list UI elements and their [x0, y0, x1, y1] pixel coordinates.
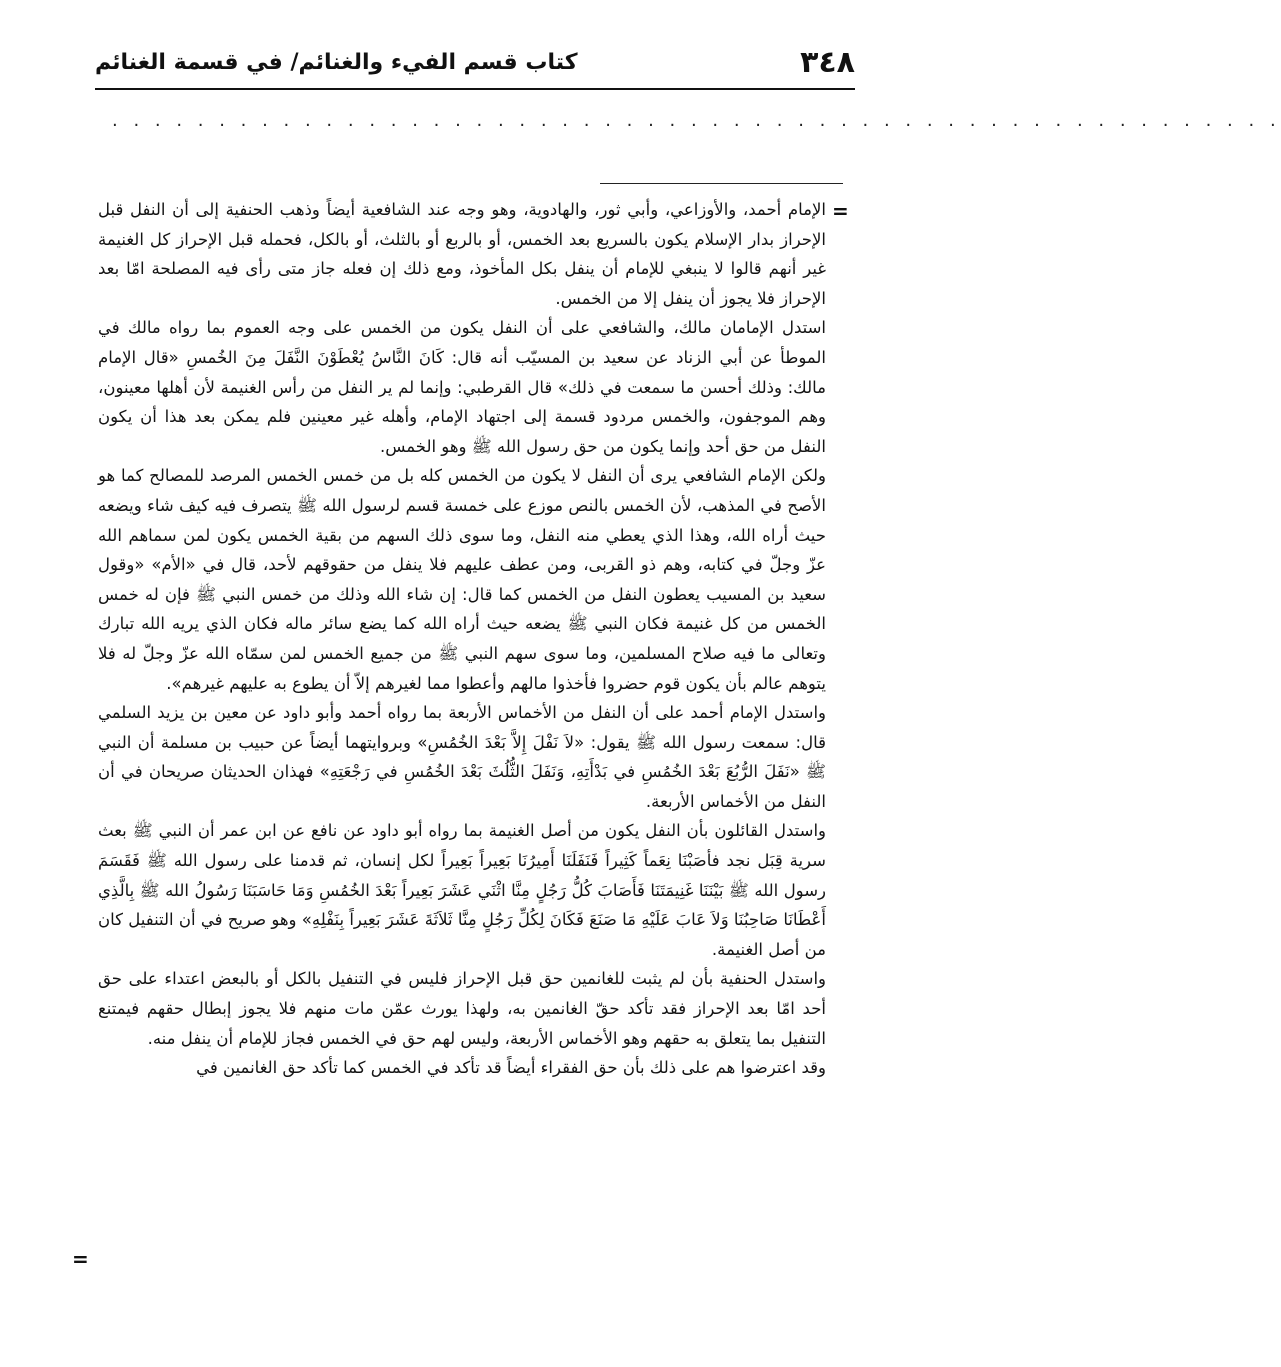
footnote-paragraph-3: ولكن الإمام الشافعي يرى أن النفل لا يكون من الخمس كله بل من خمس الخمس المرصد للمصالح كما هو الأصح في المذهب، لأن الخمس بالنص موزع على خمسة قسم لرسول الله ﷺ يتصرف فيه كيف شاء ويضعه حيث أراه الله، وهذا الذي يعطي منه النفل، وما سوى ذلك السهم من بقية الخمس يكون لمن سماهم الله عزّ وجلّ في كتابه، وهم ذو القربى، ومن عطف عليهم فلا ينفل من حقوقهم لأحد، قال في «الأم» «وقول سعيد بن المسيب يعطون النفل من الخمس كما قال: إن شاء الله وذلك من خمس النبي ﷺ فإن له خمس الخمس من كل غنيمة فكان النبي ﷺ يضعه حيث أراه الله كما يضع سائر ماله فكان الذي يريه الله تبارك وتعالى ما فيه صلاح المسلمين، وما سوى سهم النبي ﷺ من جميع الخمس لمن سمّاه الله عزّ وجلّ له فلا يتوهم عالم بأن يكون قوم حضروا فأخذوا مالهم وأعطوا مما لغيرهم إلاّ أن يطوع به عليهم غيرهم».	[98, 466, 826, 693]
footnote-continuation-mark-start: =	[832, 199, 849, 223]
footnote-paragraph-2: استدل الإمامان مالك، والشافعي على أن النفل يكون من الخمس على وجه العموم بما رواه مالك في الموطأ عن أبي الزناد عن سعيد بن المسيّب أنه قال: كَانَ النَّاسُ يُعْطَوْنَ النَّفَلَ مِنَ الخُمسِ «قال الإمام مالك: وذلك أحسن ما سمعت في ذلك» قال القرطبي: وإنما لم ير النفل من رأس الغنيمة لأن أهلها معينون، وهم الموجفون، والخمس مردود قسمة إلى اجتهاد الإمام، وأهله غير معينين فلم يمكن بعد هذا أن يكون النفل من حق أحد وإنما يكون من حق رسول الله ﷺ وهو الخمس.	[98, 318, 826, 456]
dotted-separator: . . . . . . . . . . . . . . . . . . . . . . . . . . . . . . . . . . . . . . . . . . . . . . . . . . . . . . .	[112, 110, 1281, 131]
footnote-text	[98, 195, 826, 1083]
footnote-paragraph-5: واستدل القائلون بأن النفل يكون من أصل الغنيمة بما رواه أبو داود عن نافع عن ابن عمر أن النبي ﷺ بعث سرية قِبَل نجد فأصَبْنَا نِعَماً كَثِيراً فَنَفَلَنَا أَمِيرُنَا بَعِيراً بَعِيراً لكل إنسان، ثم قدمنا على رسول الله ﷺ فَقَسَمَ رسول الله ﷺ بَيْنَنَا غَنِيمَتَنَا فَأَصَابَ كُلُّ رَجُلٍ مِنَّا اثْنَي عَشَرَ بَعِيراً بَعْدَ الخُمُسِ وَمَا حَاسَبَنَا رَسُولُ الله ﷺ بِالَّذِي أَعْطَانَا صَاحِبُنَا وَلاَ عَابَ عَلَيْهِ مَا صَنَعَ فَكَانَ لِكُلِّ رَجُلٍ مِنَّا ثَلاَثَةَ عَشَرَ بَعِيراً بِنَفْلِهِ» وهو صريح في أن التنفيل كان من أصل الغنيمة.	[98, 821, 826, 959]
footnote-paragraph-6: واستدل الحنفية بأن لم يثبت للغانمين حق قبل الإحراز فليس في التنفيل بالكل أو بالبعض اعتداء على حق أحد امّا بعد الإحراز فقد تأكد حقّ الغانمين به، ولهذا يورث عمّن مات منهم فلا يجوز إبطال حقهم فيمتنع التنفيل بما يتعلق به حقهم وهو الأخماس الأربعة، وليس لهم حق في الخمس فجاز للإمام أن ينفل منه.	[98, 969, 826, 1048]
running-header	[95, 40, 855, 84]
footnote-paragraph-4: واستدل الإمام أحمد على أن النفل من الأخماس الأربعة بما رواه أحمد وأبو داود عن معين بن يزيد السلمي قال: سمعت رسول الله ﷺ يقول: «لاَ نَفْلَ إِلاَّ بَعْدَ الخُمُسِ» وبروايتهما أيضاً عن حبيب بن مسلمة أن النبي ﷺ «نَفَلَ الرُّبُعَ بَعْدَ الخُمُسِ في بَدْأَتِهِ، وَنَفَلَ الثُّلُثَ بَعْدَ الخُمُسِ في رَجْعَتِهِ» فهذان الحديثان صريحان في أن النفل من الأخماس الأربعة.	[98, 703, 826, 811]
footnote-rule	[600, 183, 843, 184]
header-rule	[95, 88, 855, 90]
footnote-paragraph-1: الإمام أحمد، والأوزاعي، وأبي ثور، والهادوية، وهو وجه عند الشافعية أيضاً وذهب الحنفية إلى أن النفل قبل الإحراز بدار الإسلام يكون بالسريع بعد الخمس، أو بالربع أو بالثلث، أو بالكل، فحمله قبل الإحراز كل الغنيمة غير أنهم قالوا لا ينبغي للإمام أن ينفل بكل المأخوذ، ومع ذلك إن فعله جاز متى رأى فيه المصلحة امّا بعد الإحراز فلا يجوز أن ينفل إلا من الخمس.	[98, 200, 826, 308]
footnote-paragraph-7: وقد اعترضوا هم على ذلك بأن حق الفقراء أيضاً قد تأكد في الخمس كما تأكد حق الغانمين في	[196, 1058, 826, 1078]
running-title: كتاب قسم الفيء والغنائم/ في قسمة الغنائم	[95, 49, 578, 75]
page-number: ٣٤٨	[800, 44, 855, 80]
footnote-continuation-mark-end: =	[72, 1247, 89, 1271]
